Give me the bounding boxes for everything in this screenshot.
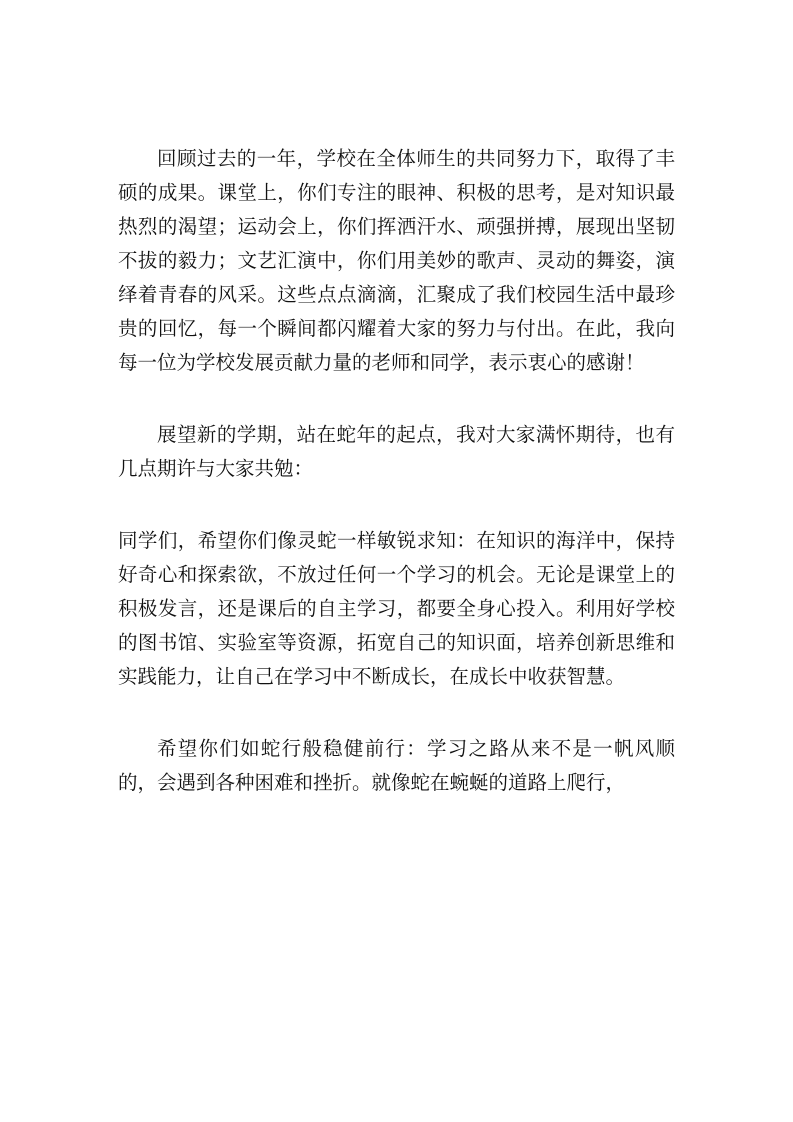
paragraph-outlook: 展望新的学期，站在蛇年的起点，我对大家满怀期待，也有几点期许与大家共勉： [118, 423, 675, 480]
paragraph-review: 回顾过去的一年，学校在全体师生的共同努力下，取得了丰硕的成果。课堂上，你们专注的眼神、积极的思考，是对知识最热烈的渴望；运动会上，你们挥洒汗水、顽强拼搏，展现出坚韧不拔的毅力；文艺汇演中，你们用美妙的歌声、灵动的舞姿，演绎着青春的风采。这些点点滴滴，汇聚成了我们校园生活中最珍贵的回忆，每一个瞬间都闪耀着大家的努力与付出。在此，我向每一位为学校发展贡献力量的老师和同学，表示衷心的感谢！ [118, 147, 675, 374]
paragraph-steady-progress: 希望你们如蛇行般稳健前行：学习之路从来不是一帆风顺的，会遇到各种困难和挫折。就像蛇在蜿蜒的道路上爬行， [118, 737, 675, 794]
paragraph-students-learning: 同学们，希望你们像灵蛇一样敏锐求知：在知识的海洋中，保持好奇心和探索欲，不放过任何一个学习的机会。无论是课堂上的积极发言，还是课后的自主学习，都要全身心投入。利用好学校的图书馆、实验室等资源，拓宽自己的知识面，培养创新思维和实践能力，让自己在学习中不断成长，在成长中收获智慧。 [118, 529, 675, 688]
